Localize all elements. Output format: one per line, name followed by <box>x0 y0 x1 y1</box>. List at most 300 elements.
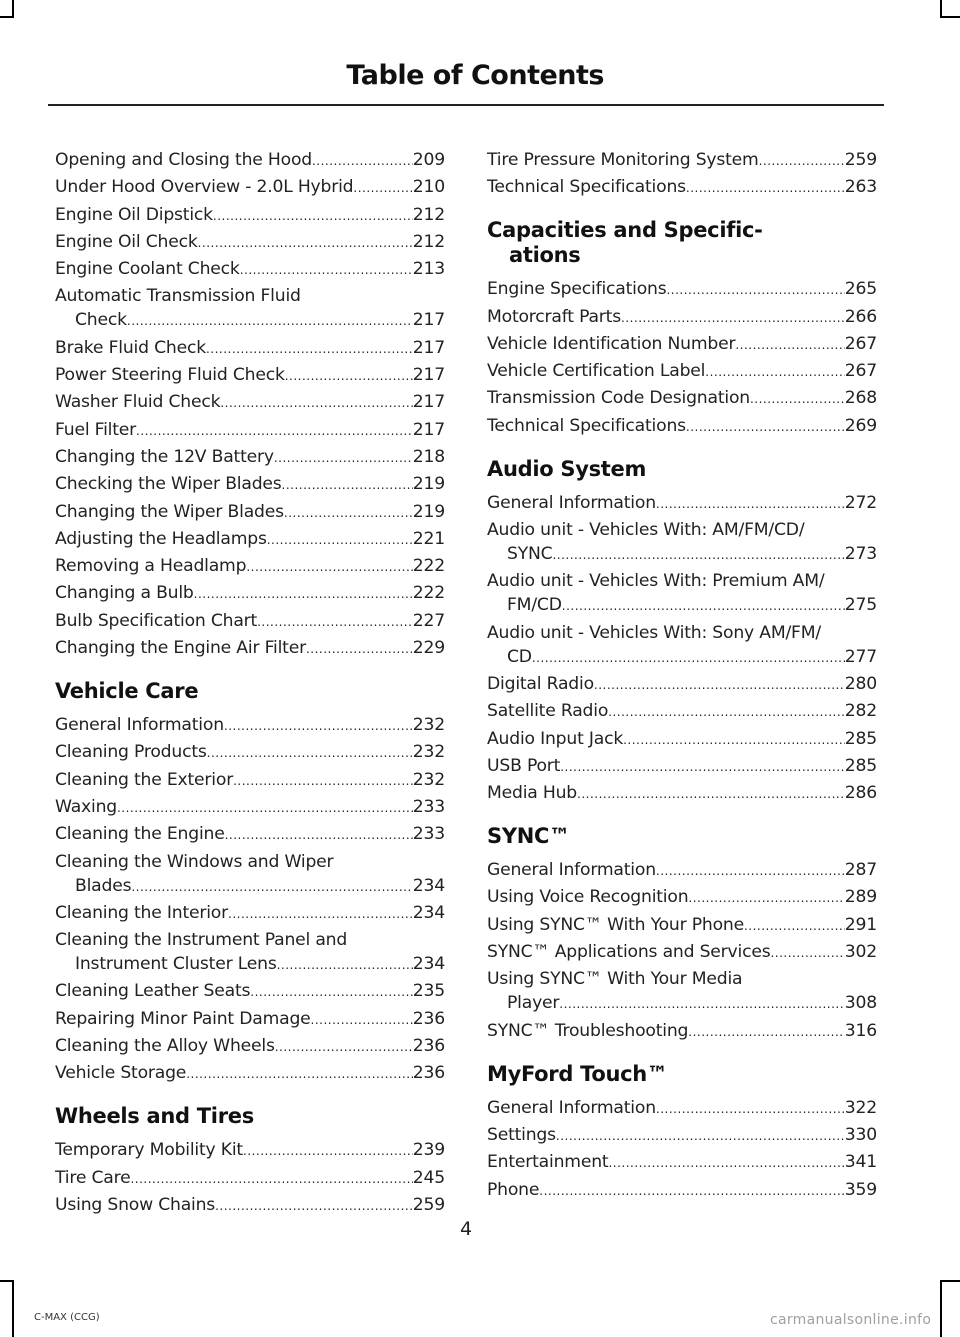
toc-entry-title: Waxing <box>55 796 117 817</box>
toc-entry[interactable] <box>55 979 445 1004</box>
toc-entry-title: Engine Specifications <box>487 279 667 300</box>
dot-leader <box>267 527 413 552</box>
toc-entry-page: 265 <box>844 279 877 300</box>
toc-entry-row <box>55 1061 445 1086</box>
toc-entry-title: General Information <box>487 1097 656 1118</box>
toc-entry[interactable] <box>487 940 877 965</box>
toc-entry-page: 217 <box>412 337 445 358</box>
toc-entry[interactable] <box>487 491 877 516</box>
toc-entry[interactable] <box>55 284 445 333</box>
toc-entry-page: 219 <box>412 474 445 495</box>
toc-entry-title: CD <box>507 646 532 667</box>
toc-entry-page: 341 <box>844 1152 877 1173</box>
toc-entry-row <box>55 713 445 738</box>
toc-entry-page: 236 <box>412 1036 445 1057</box>
toc-entry-title: Entertainment <box>487 1152 609 1173</box>
toc-entry-page: 222 <box>412 583 445 604</box>
toc-entry-page: 232 <box>412 742 445 763</box>
toc-entry[interactable] <box>55 175 445 200</box>
toc-entry-title: Instrument Cluster Lens <box>75 954 277 975</box>
toc-entry-title: Settings <box>487 1124 556 1145</box>
toc-entry-row <box>55 1138 445 1163</box>
toc-entry-row <box>55 148 445 173</box>
toc-entry[interactable] <box>487 621 877 670</box>
dot-leader <box>686 414 845 439</box>
dot-leader <box>225 822 413 847</box>
dot-leader <box>274 445 413 470</box>
toc-entry-title: Phone <box>487 1179 540 1200</box>
toc-entry-row <box>487 491 877 516</box>
toc-entry[interactable] <box>55 740 445 765</box>
toc-entry-page: 259 <box>844 150 877 170</box>
toc-entry-title-line1: Automatic Transmission Fluid <box>55 286 301 307</box>
dot-leader <box>656 1096 845 1121</box>
toc-entry-title: Cleaning the Alloy Wheels <box>55 1036 275 1057</box>
toc-entry-page: 232 <box>412 715 445 736</box>
toc-entry-title-line1: Cleaning the Windows and Wiper <box>55 851 334 872</box>
toc-entry[interactable] <box>55 609 445 634</box>
toc-entry-title-line1: Audio unit - Vehicles With: AM/FM/CD/ <box>487 520 805 541</box>
dot-leader <box>532 645 845 670</box>
toc-entry-page: 267 <box>844 333 877 354</box>
toc-entry-row <box>487 359 877 384</box>
toc-entry[interactable] <box>55 363 445 388</box>
toc-entry-row <box>55 418 445 443</box>
crop-mark <box>940 16 960 18</box>
toc-entry-row <box>55 874 445 899</box>
toc-entry-row <box>55 527 445 552</box>
toc-entry-title: Cleaning the Exterior <box>55 769 234 790</box>
dot-leader <box>284 500 413 525</box>
dot-leader <box>277 952 413 977</box>
toc-entry[interactable] <box>487 727 877 752</box>
dot-leader <box>240 257 413 282</box>
toc-entry-title: Using Voice Recognition <box>487 887 689 908</box>
toc-entry[interactable] <box>55 850 445 899</box>
toc-entry-row <box>487 699 877 724</box>
toc-entry[interactable] <box>55 257 445 282</box>
section-heading: MyFord Touch™ <box>487 1061 668 1086</box>
toc-entry-row <box>487 727 877 752</box>
toc-entry[interactable] <box>487 332 877 357</box>
toc-entry-row <box>487 940 877 965</box>
toc-entry-title: Engine Oil Dipstick <box>55 204 213 225</box>
left-column <box>55 148 445 1220</box>
toc-entry-page: 236 <box>412 1063 445 1084</box>
toc-entry-row <box>487 593 877 618</box>
toc-entry-page: 236 <box>412 1008 445 1029</box>
dot-leader <box>688 885 844 910</box>
toc-entry-title-line1: Audio unit - Vehicles With: Premium AM/ <box>487 571 825 592</box>
toc-entry[interactable] <box>55 795 445 820</box>
dot-leader <box>608 699 845 724</box>
dot-leader <box>306 636 413 661</box>
toc-entry-page: 268 <box>844 388 877 409</box>
crop-mark <box>940 1280 942 1337</box>
toc-entry-page: 263 <box>844 177 877 198</box>
toc-entry-page: 266 <box>844 306 877 327</box>
toc-entry-row <box>55 308 445 333</box>
toc-entry-title: Under Hood Overview - 2.0L Hybrid <box>55 177 354 198</box>
dot-leader <box>186 1061 413 1086</box>
section-heading-line1: Capacities and Specific- <box>487 218 763 243</box>
toc-entry[interactable] <box>55 336 445 361</box>
toc-entry[interactable] <box>487 414 877 439</box>
toc-entry-row <box>487 645 877 670</box>
dot-leader <box>206 336 413 361</box>
toc-entry-page: 322 <box>844 1097 877 1118</box>
dot-leader <box>623 727 845 752</box>
toc-entry-title: Technical Specifications <box>487 415 686 436</box>
toc-entry-row <box>487 913 877 938</box>
toc-entry-row <box>55 1034 445 1059</box>
toc-entry[interactable] <box>487 305 877 330</box>
dot-leader <box>228 901 413 926</box>
dot-leader <box>559 991 844 1016</box>
toc-entry-title: Using Snow Chains <box>55 1194 216 1215</box>
toc-entry[interactable] <box>55 390 445 415</box>
dot-leader <box>560 754 845 779</box>
dot-leader <box>750 386 845 411</box>
dot-leader <box>552 542 844 567</box>
toc-entry-page: 227 <box>412 610 445 631</box>
dot-leader <box>215 1193 413 1218</box>
toc-entry-title: Transmission Code Designation <box>487 388 750 409</box>
dot-leader <box>213 203 413 228</box>
toc-entry-title: Vehicle Certification Label <box>487 361 706 382</box>
toc-entry-row <box>487 858 877 883</box>
toc-entry-title: Using SYNC™ With Your Phone <box>487 914 744 935</box>
toc-entry-page: 233 <box>412 796 445 817</box>
dot-leader <box>233 768 413 793</box>
toc-entry-title: Changing the Wiper Blades <box>55 501 284 522</box>
toc-entry-page: 302 <box>844 942 877 963</box>
toc-entry-title: Repairing Minor Paint Damage <box>55 1008 311 1029</box>
toc-entry-row <box>55 1007 445 1032</box>
toc-entry-title: SYNC <box>507 544 553 565</box>
footer-model: C-MAX (CCG) <box>34 1312 100 1323</box>
page-number: 4 <box>459 1218 473 1240</box>
toc-entry-row <box>487 332 877 357</box>
toc-entry-page: 217 <box>412 419 445 440</box>
toc-entry-title: Tire Pressure Monitoring System <box>487 150 759 170</box>
toc-entry[interactable] <box>487 754 877 779</box>
toc-entry-title: Changing a Bulb <box>55 583 194 604</box>
toc-entry-page: 219 <box>412 501 445 522</box>
toc-entry[interactable] <box>487 518 877 567</box>
dot-leader <box>686 175 845 200</box>
toc-entry-title: Fuel Filter <box>55 419 137 440</box>
dot-leader <box>562 593 845 618</box>
toc-entry-page: 218 <box>412 446 445 467</box>
toc-entry[interactable] <box>487 569 877 618</box>
dot-leader <box>250 979 413 1004</box>
toc-entry-page: 289 <box>844 887 877 908</box>
toc-entry[interactable] <box>55 1193 445 1218</box>
toc-entry-title: Cleaning Products <box>55 742 207 763</box>
toc-entry[interactable] <box>487 1019 877 1044</box>
toc-entry-title: Player <box>507 993 560 1014</box>
crop-mark <box>0 16 14 18</box>
toc-entry-row <box>487 1019 877 1044</box>
toc-entry-row <box>55 822 445 847</box>
toc-entry[interactable] <box>55 581 445 606</box>
toc-entry-row <box>55 952 445 977</box>
watermark: carmanualsonline.info <box>770 1312 932 1328</box>
toc-entry[interactable] <box>487 699 877 724</box>
dot-leader <box>285 363 413 388</box>
dot-leader <box>656 858 845 883</box>
toc-entry-page: 229 <box>412 638 445 659</box>
toc-entry[interactable] <box>55 1166 445 1191</box>
toc-entry[interactable] <box>55 822 445 847</box>
toc-entry-title: Engine Coolant Check <box>55 259 240 280</box>
toc-entry-row <box>55 609 445 634</box>
toc-entry[interactable] <box>55 1061 445 1086</box>
toc-entry-title: Cleaning the Interior <box>55 902 228 923</box>
toc-entry-page: 272 <box>844 492 877 513</box>
toc-entry-row <box>487 148 877 173</box>
toc-entry-title: General Information <box>487 860 656 881</box>
toc-entry[interactable] <box>55 418 445 443</box>
toc-entry[interactable] <box>55 901 445 926</box>
toc-entry-page: 210 <box>412 177 445 198</box>
dot-leader <box>621 305 845 330</box>
toc-entry-title-line1: Using SYNC™ With Your Media <box>487 969 743 990</box>
page-title: Table of Contents <box>346 60 604 91</box>
dot-leader <box>744 913 845 938</box>
toc-entry[interactable] <box>487 1150 877 1175</box>
toc-entry[interactable] <box>55 636 445 661</box>
toc-entry-row <box>55 500 445 525</box>
toc-entry-page: 330 <box>844 1124 877 1145</box>
toc-entry-page: 233 <box>412 824 445 845</box>
toc-entry-page: 269 <box>844 415 877 436</box>
toc-entry[interactable] <box>487 359 877 384</box>
dot-leader <box>257 609 413 634</box>
toc-entry[interactable] <box>55 203 445 228</box>
toc-entry[interactable] <box>487 913 877 938</box>
toc-entry-title: Motorcraft Parts <box>487 306 621 327</box>
toc-entry-row <box>487 781 877 806</box>
toc-entry[interactable] <box>487 148 877 173</box>
toc-entry[interactable] <box>55 928 445 977</box>
dot-leader <box>556 1123 845 1148</box>
toc-entry-title: SYNC™ Applications and Services <box>487 942 771 963</box>
toc-entry[interactable] <box>55 554 445 579</box>
dot-leader <box>577 781 845 806</box>
toc-entry[interactable] <box>55 713 445 738</box>
toc-entry-title: Washer Fluid Check <box>55 392 221 413</box>
toc-entry-row <box>55 336 445 361</box>
toc-entry-row <box>55 230 445 255</box>
section-heading-line2: ations <box>509 243 581 268</box>
toc-entry-row <box>487 305 877 330</box>
toc-entry-title-line1: Audio unit - Vehicles With: Sony AM/FM/ <box>487 622 821 643</box>
toc-entry-page: 221 <box>412 528 445 549</box>
dot-leader <box>688 1019 845 1044</box>
toc-entry-page: 217 <box>412 392 445 413</box>
toc-entry-title: FM/CD <box>507 595 562 616</box>
toc-entry-title: Media Hub <box>487 783 578 804</box>
toc-entry-row <box>55 795 445 820</box>
toc-entry[interactable] <box>487 1178 877 1203</box>
toc-entry-row <box>55 554 445 579</box>
toc-entry-page: 291 <box>844 914 877 935</box>
toc-entry-title: Satellite Radio <box>487 701 609 722</box>
toc-entry-row <box>55 203 445 228</box>
toc-entry-title: Adjusting the Headlamps <box>55 528 267 549</box>
section-heading <box>487 218 877 268</box>
toc-entry-title: SYNC™ Troubleshooting <box>487 1020 689 1041</box>
toc-entry[interactable] <box>487 967 877 1016</box>
toc-entry[interactable] <box>55 500 445 525</box>
toc-entry-page: 234 <box>412 902 445 923</box>
dot-leader <box>282 472 413 497</box>
toc-entry[interactable] <box>55 472 445 497</box>
toc-entry[interactable] <box>487 386 877 411</box>
toc-entry-row <box>55 740 445 765</box>
toc-entry[interactable] <box>487 277 877 302</box>
dot-leader <box>666 277 844 302</box>
toc-entry-title: Technical Specifications <box>487 177 686 198</box>
toc-entry-title: Tire Care <box>55 1167 131 1188</box>
toc-entry-title: USB Port <box>487 755 561 776</box>
dot-leader <box>117 795 413 820</box>
toc-entry-row <box>55 175 445 200</box>
toc-entry[interactable] <box>487 1096 877 1121</box>
toc-entry-title: General Information <box>487 492 656 513</box>
section-heading: SYNC™ <box>487 824 570 849</box>
dot-leader <box>198 230 413 255</box>
toc-entry-title: Cleaning the Engine <box>55 824 225 845</box>
toc-entry-page: 275 <box>844 595 877 616</box>
toc-entry-title: Opening and Closing the Hood <box>55 150 312 170</box>
toc-entry-row <box>487 277 877 302</box>
toc-entry-page: 212 <box>412 204 445 225</box>
toc-entry-page: 259 <box>412 1194 445 1215</box>
toc-entry-page: 286 <box>844 783 877 804</box>
toc-entry-row <box>55 581 445 606</box>
section-heading: Vehicle Care <box>55 679 199 704</box>
toc-entry-title-line1: Cleaning the Instrument Panel and <box>55 930 348 951</box>
dot-leader <box>759 148 845 173</box>
dot-leader <box>608 1150 844 1175</box>
toc-entry-row <box>487 542 877 567</box>
dot-leader <box>312 148 413 173</box>
dot-leader <box>735 332 844 357</box>
toc-entry-title: Changing the 12V Battery <box>55 446 274 467</box>
dot-leader <box>194 581 413 606</box>
toc-entry-title: Vehicle Storage <box>55 1063 187 1084</box>
toc-entry-page: 277 <box>844 646 877 667</box>
toc-entry[interactable] <box>55 445 445 470</box>
dot-leader <box>130 1166 412 1191</box>
toc-entry[interactable] <box>55 1007 445 1032</box>
toc-entry[interactable] <box>487 858 877 883</box>
toc-entry-title: Removing a Headlamp <box>55 556 247 577</box>
section-heading: Audio System <box>487 456 647 481</box>
dot-leader <box>275 1034 413 1059</box>
toc-entry[interactable] <box>55 527 445 552</box>
toc-entry-title: Cleaning Leather Seats <box>55 981 251 1002</box>
toc-entry-page: 232 <box>412 769 445 790</box>
toc-entry-page: 359 <box>844 1179 877 1200</box>
toc-entry-row <box>55 472 445 497</box>
toc-entry-title: General Information <box>55 715 224 736</box>
toc-entry-page: 245 <box>412 1167 445 1188</box>
crop-mark <box>12 1280 14 1337</box>
toc-entry[interactable] <box>55 768 445 793</box>
dot-leader <box>131 874 412 899</box>
toc-entry-page: 222 <box>412 556 445 577</box>
toc-entry-page: 213 <box>412 259 445 280</box>
toc-entry-title: Check <box>75 310 127 331</box>
right-column <box>487 148 877 1205</box>
toc-entry-page: 285 <box>844 728 877 749</box>
toc-entry-page: 287 <box>844 860 877 881</box>
toc-entry-row <box>55 768 445 793</box>
toc-entry-row <box>487 754 877 779</box>
toc-entry-page: 282 <box>844 701 877 722</box>
toc-entry-title: Engine Oil Check <box>55 231 198 252</box>
title-divider <box>48 104 884 106</box>
dot-leader <box>207 740 413 765</box>
toc-entry-row <box>487 991 877 1016</box>
toc-entry[interactable] <box>487 672 877 697</box>
toc-entry[interactable] <box>55 230 445 255</box>
toc-entry-page: 285 <box>844 755 877 776</box>
toc-entry-row <box>55 1166 445 1191</box>
toc-entry-row <box>487 1178 877 1203</box>
dot-leader <box>136 418 413 443</box>
dot-leader <box>594 672 845 697</box>
dot-leader <box>246 554 412 579</box>
dot-leader <box>539 1178 845 1203</box>
toc-entry[interactable] <box>487 781 877 806</box>
toc-entry-page: 239 <box>412 1140 445 1161</box>
toc-entry[interactable] <box>55 148 445 173</box>
toc-entry-page: 273 <box>844 544 877 565</box>
toc-entry-page: 235 <box>412 981 445 1002</box>
toc-entry-row <box>487 672 877 697</box>
toc-entry-title: Audio Input Jack <box>487 728 624 749</box>
toc-entry-page: 234 <box>412 954 445 975</box>
toc-entry[interactable] <box>55 1034 445 1059</box>
toc-entry[interactable] <box>55 1138 445 1163</box>
toc-entry-title: Temporary Mobility Kit <box>55 1140 243 1161</box>
crop-mark <box>940 1280 960 1282</box>
toc-entry[interactable] <box>487 885 877 910</box>
toc-entry-page: 308 <box>844 993 877 1014</box>
toc-entry[interactable] <box>487 1123 877 1148</box>
toc-entry-row <box>55 901 445 926</box>
dot-leader <box>705 359 845 384</box>
toc-entry-row <box>487 386 877 411</box>
toc-entry-title: Vehicle Identification Number <box>487 333 736 354</box>
toc-entry-page: 316 <box>844 1020 877 1041</box>
toc-entry-row <box>487 1123 877 1148</box>
toc-entry[interactable] <box>487 175 877 200</box>
toc-entry-row <box>487 1150 877 1175</box>
toc-entry-title: Blades <box>75 875 132 896</box>
toc-entry-row <box>55 636 445 661</box>
toc-entry-page: 217 <box>412 365 445 386</box>
toc-entry-row <box>487 885 877 910</box>
toc-entry-page: 209 <box>412 150 445 170</box>
dot-leader <box>353 175 412 200</box>
toc-entry-row <box>55 257 445 282</box>
